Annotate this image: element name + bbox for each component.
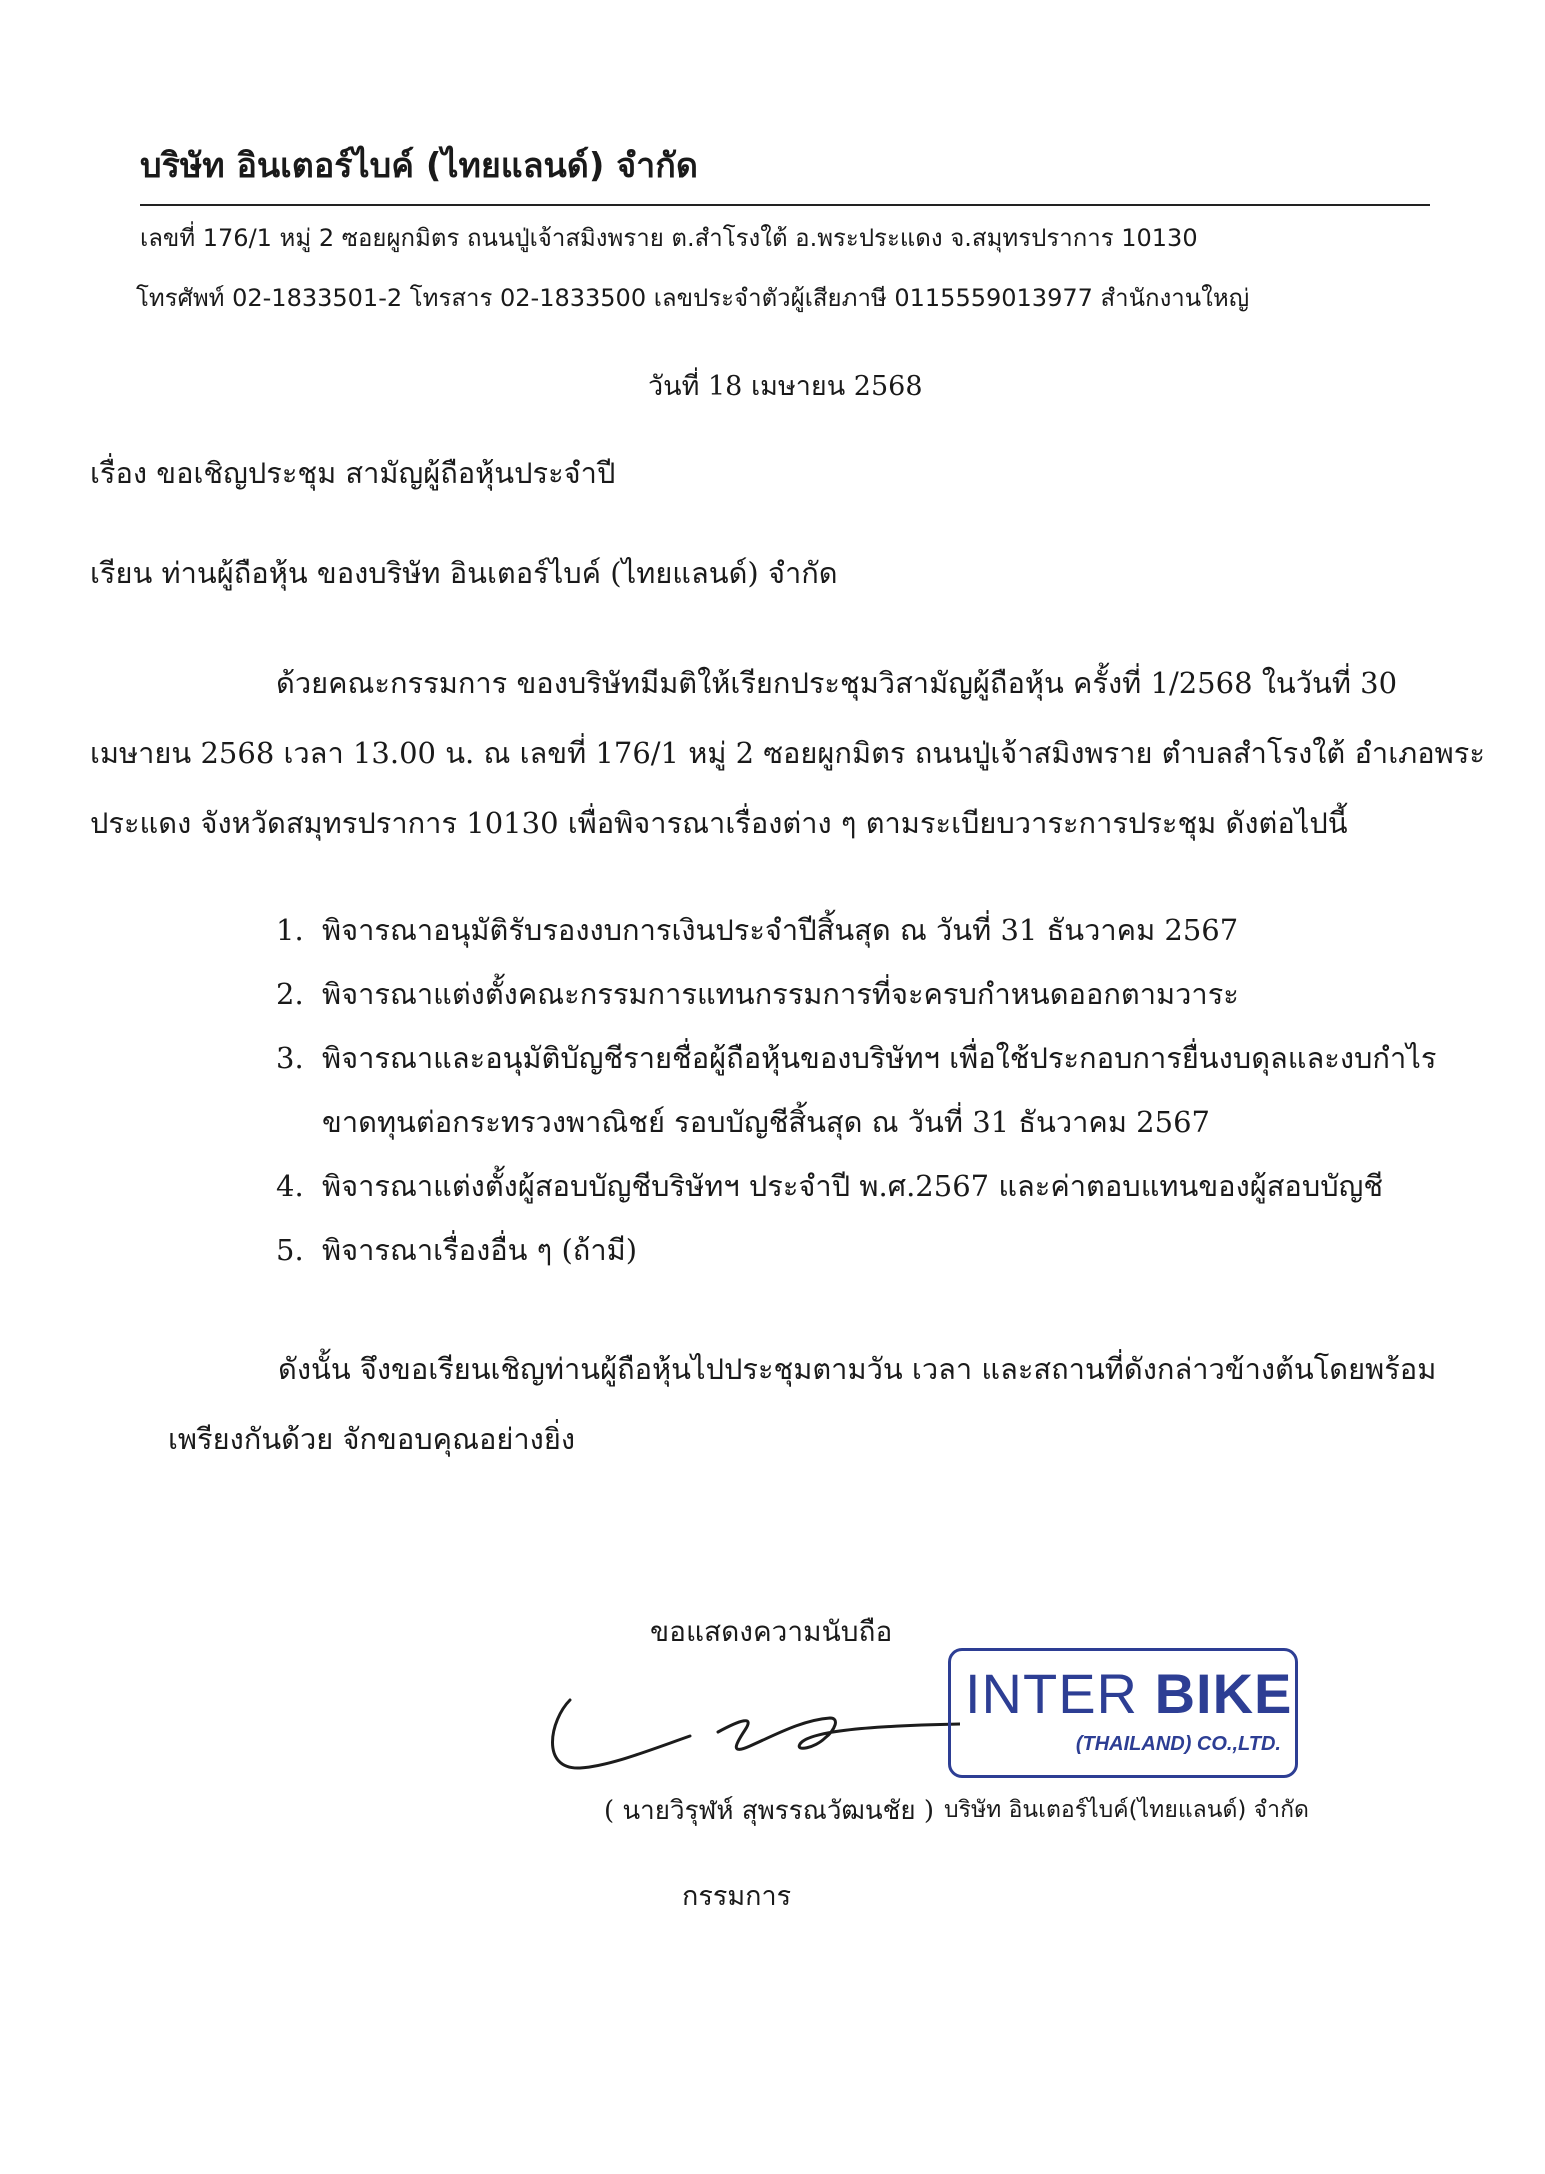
signer-name: ( นายวิรุฬห์ สุพรรณวัฒนชัย ) [604, 1796, 934, 1826]
agenda-text: ขาดทุนต่อกระทรวงพาณิชย์ รอบบัญชีสิ้นสุด ณ วันที่ 31 ธันวาคม 2567 [322, 1105, 1210, 1139]
agenda-text: พิจารณาเรื่องอื่น ๆ (ถ้ามี) [322, 1233, 638, 1267]
agenda-list [276, 898, 1476, 1282]
agenda-text: พิจารณาอนุมัติรับรองงบการเงินประจำปีสิ้นสุด ณ วันที่ 31 ธันวาคม 2567 [322, 913, 1239, 947]
letter-subject: เรื่อง ขอเชิญประชุม สามัญผู้ถือหุ้นประจำปี [90, 456, 616, 490]
company-contact: โทรศัพท์ 02-1833501-2 โทรสาร 02-1833500 เลขประจำตัวผู้เสียภาษี 0115559013977 สำนักงานใหญ่ [136, 284, 1250, 312]
agenda-item [276, 898, 1476, 962]
stamp-brand: INTER BIKE [965, 1662, 1293, 1725]
company-stamp [948, 1648, 1298, 1778]
body-line: ด้วยคณะกรรมการ ของบริษัทมีมติให้เรียกประชุมวิสามัญผู้ถือหุ้น ครั้งที่ 1/2568 ในวันที่ 30 [276, 666, 1398, 700]
agenda-number: 4. [276, 1169, 304, 1203]
handwritten-signature [540, 1660, 960, 1790]
agenda-number: 2. [276, 977, 304, 1011]
letter-body [90, 648, 1485, 858]
company-name: บริษัท อินเตอร์ไบค์ (ไทยแลนด์) จำกัด [140, 146, 698, 186]
agenda-number: 1. [276, 913, 304, 947]
agenda-text: พิจารณาแต่งตั้งคณะกรรมการแทนกรรมการที่จะครบกำหนดออกตามวาระ [322, 977, 1239, 1011]
agenda-item [276, 1026, 1476, 1154]
agenda-text: พิจารณาแต่งตั้งผู้สอบบัญชีบริษัทฯ ประจำปี พ.ศ.2567 และค่าตอบแทนของผู้สอบบัญชี [322, 1169, 1384, 1203]
agenda-number: 3. [276, 1041, 304, 1075]
closing-line: ดังนั้น จึงขอเรียนเชิญท่านผู้ถือหุ้นไปประชุมตามวัน เวลา และสถานที่ดังกล่าวข้างต้นโดยพร้อม [278, 1352, 1437, 1386]
agenda-number: 5. [276, 1233, 304, 1267]
letter-closing [168, 1334, 1488, 1474]
body-line: เมษายน 2568 เวลา 13.00 น. ณ เลขที่ 176/1 หมู่ 2 ซอยผูกมิตร ถนนปู่เจ้าสมิงพราย ตำบลสำโรงใต้ อำเภอพระ [90, 736, 1485, 770]
closing-regards: ขอแสดงความนับถือ [650, 1615, 893, 1648]
agenda-text: พิจารณาและอนุมัติบัญชีรายชื่อผู้ถือหุ้นของบริษัทฯ เพื่อใช้ประกอบการยื่นงบดุลและงบกำไร [322, 1041, 1437, 1075]
agenda-item [276, 1154, 1476, 1218]
closing-line: เพรียงกันด้วย จักขอบคุณอย่างยิ่ง [168, 1422, 575, 1456]
letter-recipient: เรียน ท่านผู้ถือหุ้น ของบริษัท อินเตอร์ไบค์ (ไทยแลนด์) จำกัด [90, 556, 838, 590]
agenda-item [276, 962, 1476, 1026]
stamp-subtitle: (THAILAND) CO.,LTD. [1075, 1733, 1281, 1755]
body-line: ประแดง จังหวัดสมุทรปราการ 10130 เพื่อพิจารณาเรื่องต่าง ๆ ตามระเบียบวาระการประชุม ดังต่อไปนี้ [90, 806, 1348, 840]
company-address: เลขที่ 176/1 หมู่ 2 ซอยผูกมิตร ถนนปู่เจ้าสมิงพราย ต.สำโรงใต้ อ.พระประแดง จ.สมุทรปราการ 10130 [140, 224, 1198, 252]
agenda-item [276, 1218, 1476, 1282]
stamp-company-name: บริษัท อินเตอร์ไบค์(ไทยแลนด์) จำกัด [944, 1797, 1309, 1823]
header-divider [140, 204, 1430, 206]
signer-title: กรรมการ [682, 1881, 792, 1912]
letter-date: วันที่ 18 เมษายน 2568 [648, 371, 923, 402]
